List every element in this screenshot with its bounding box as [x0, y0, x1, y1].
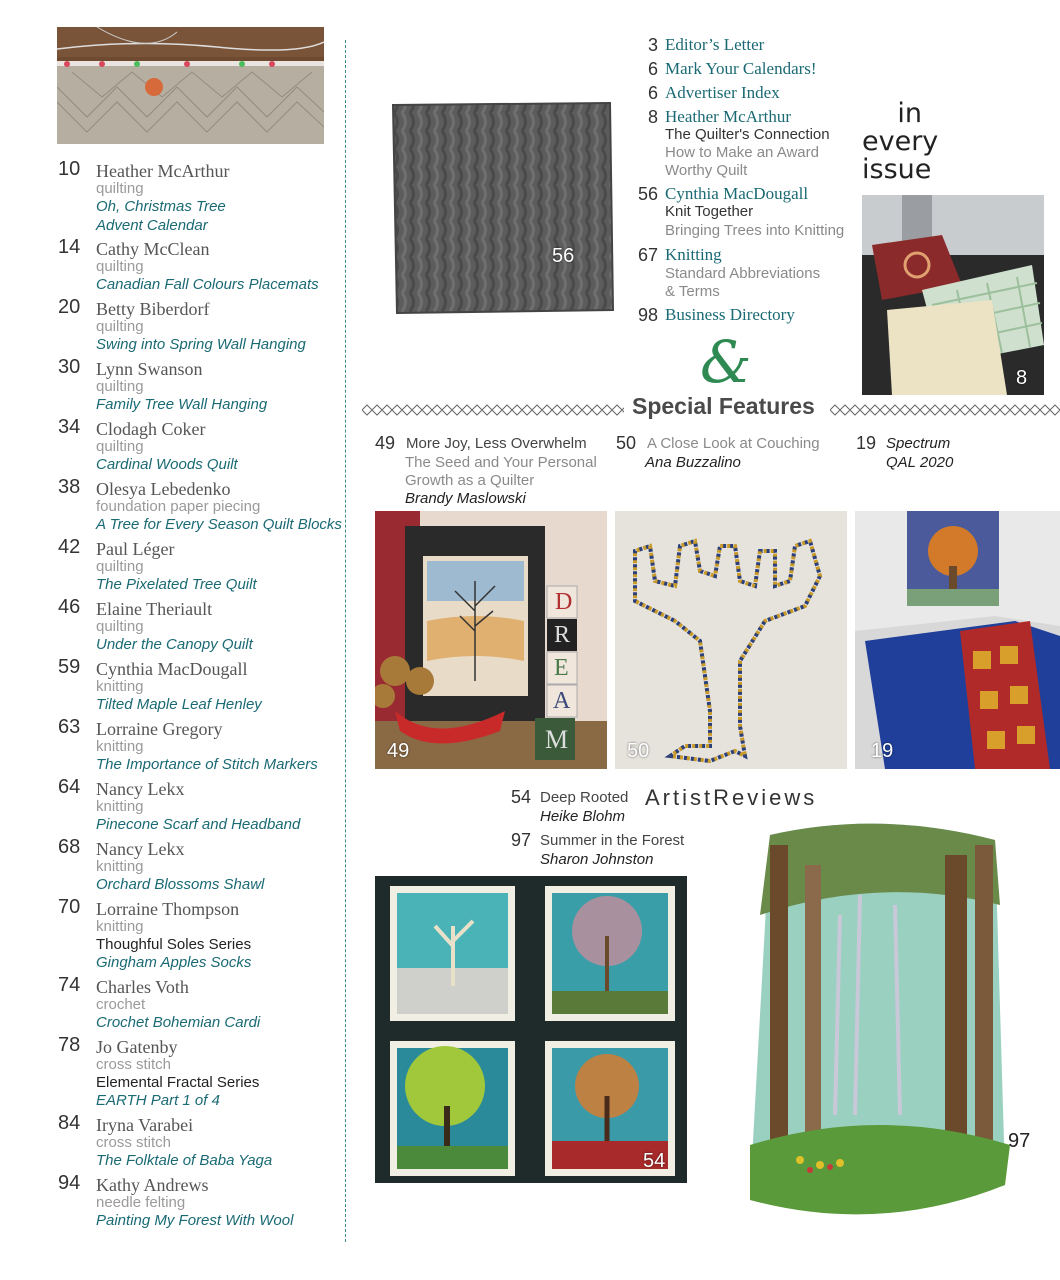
article-title: Pinecone Scarf and Headband: [96, 816, 301, 833]
photo-page-label: 97: [1008, 1130, 1031, 1152]
toc-entry[interactable]: [58, 1034, 348, 1112]
item-title: Knitting: [665, 245, 722, 264]
item-description: How to Make an Award: [665, 144, 819, 161]
in-every-issue-heading: [862, 98, 939, 185]
toc-entry[interactable]: [58, 416, 348, 476]
diamond-border-right: [830, 403, 1060, 417]
toc-entry[interactable]: [58, 974, 348, 1034]
category-label: needle felting: [96, 1194, 186, 1211]
article-title: Cardinal Woods Quilt: [96, 456, 238, 473]
couching-photo[interactable]: [615, 511, 847, 769]
author-name: Kathy Andrews: [96, 1175, 209, 1195]
author-name: Olesya Lebedenko: [96, 479, 231, 499]
toc-entry[interactable]: [58, 596, 348, 656]
heading-word: every: [862, 126, 939, 157]
page-number: 63: [58, 716, 81, 738]
author-name: Heather McArthur: [96, 161, 230, 181]
item-description: Standard Abbreviations: [665, 265, 821, 282]
diamond-border-left: [362, 403, 624, 417]
category-label: quilting: [96, 318, 144, 335]
category-label: knitting: [96, 738, 144, 755]
deep-rooted-photo[interactable]: [375, 876, 687, 1183]
page-number: 10: [58, 158, 81, 180]
feature-author: Ana Buzzalino: [645, 454, 741, 471]
article-title: Under the Canopy Quilt: [96, 636, 253, 653]
item-description-line2: Worthy Quilt: [665, 162, 748, 179]
category-label: quilting: [96, 258, 144, 275]
feature-entry[interactable]: [375, 433, 605, 508]
photo-page-label: 56: [552, 245, 575, 267]
item-title: Editor’s Letter: [665, 35, 765, 54]
page-number: 3: [647, 35, 658, 55]
page-number: 64: [58, 776, 81, 798]
review-author: Sharon Johnston: [540, 851, 654, 868]
sewing-machine-photo[interactable]: [862, 195, 1044, 395]
photo-page-label: 8: [1016, 367, 1028, 389]
author-name: Cathy McClean: [96, 239, 210, 259]
toc-entry[interactable]: [58, 776, 348, 836]
article-title: The Folktale of Baba Yaga: [96, 1152, 273, 1169]
page-number: 78: [58, 1034, 81, 1056]
forest-artwork-photo[interactable]: [730, 815, 1030, 1240]
category-label: knitting: [96, 858, 144, 875]
category-label: quilting: [96, 438, 144, 455]
page-number: 34: [58, 416, 81, 438]
page-number: 59: [58, 656, 81, 678]
author-name: Cynthia MacDougall: [96, 659, 248, 679]
series-label: Thoughful Soles Series: [96, 936, 252, 953]
category-label: cross stitch: [96, 1134, 172, 1151]
page-number: 84: [58, 1112, 81, 1134]
feature-description: The Seed and Your Personal: [405, 454, 597, 471]
page-number: 20: [58, 296, 81, 318]
item-subtitle: The Quilter's Connection: [665, 126, 830, 143]
author-name: Paul Léger: [96, 539, 175, 559]
review-entry[interactable]: [511, 787, 651, 827]
author-name: Nancy Lekx: [96, 839, 185, 859]
article-title: Canadian Fall Colours Placemats: [96, 276, 319, 293]
category-label: quilting: [96, 618, 144, 635]
page-number: 74: [58, 974, 81, 996]
artist-reviews-heading: ArtistReviews: [645, 785, 818, 810]
author-name: Nancy Lekx: [96, 779, 185, 799]
article-title: Gingham Apples Socks: [96, 954, 252, 971]
author-name: Elaine Theriault: [96, 599, 213, 619]
feature-description-line2: Growth as a Quilter: [405, 472, 535, 489]
page-number: 6: [647, 83, 658, 103]
article-title: The Importance of Stitch Markers: [96, 756, 318, 773]
author-name: Betty Biberdorf: [96, 299, 210, 319]
review-entry[interactable]: [511, 830, 711, 870]
heading-word: issue: [862, 154, 932, 185]
page-number: 70: [58, 896, 81, 918]
category-label: foundation paper piecing: [96, 498, 261, 515]
review-title: Summer in the Forest: [540, 832, 685, 849]
knit-swatch-photo[interactable]: [385, 95, 620, 320]
category-label: knitting: [96, 678, 144, 695]
toc-entry[interactable]: [58, 1112, 348, 1172]
category-label: cross stitch: [96, 1056, 172, 1073]
spectrum-quilt-photo[interactable]: [855, 511, 1060, 769]
article-title: A Tree for Every Season Quilt Blocks: [96, 516, 342, 533]
toc-entry[interactable]: [58, 158, 348, 236]
article-title: Family Tree Wall Hanging: [96, 396, 268, 413]
category-label: quilting: [96, 180, 144, 197]
article-title: Oh, Christmas Tree: [96, 198, 226, 215]
heading-word: in: [897, 98, 922, 129]
author-name: Iryna Varabei: [96, 1115, 194, 1135]
lace-knitting-photo: [57, 27, 324, 144]
photo-page-label: 50: [627, 740, 650, 762]
article-title: Crochet Bohemian Cardi: [96, 1014, 261, 1031]
page-number: 14: [58, 236, 81, 258]
article-title: Swing into Spring Wall Hanging: [96, 336, 306, 353]
page-number: 6: [647, 59, 658, 79]
toc-entry[interactable]: [58, 656, 348, 716]
photo-page-label: 49: [387, 740, 410, 762]
page-number: 46: [58, 596, 81, 618]
special-features-heading: Special Features: [632, 393, 815, 419]
author-name: Jo Gatenby: [96, 1037, 178, 1057]
author-name: Lorraine Gregory: [96, 719, 223, 739]
page-number: 38: [58, 476, 81, 498]
category-label: knitting: [96, 918, 144, 935]
article-title: Orchard Blossoms Shawl: [96, 876, 265, 893]
page-number: 98: [638, 305, 659, 325]
photo-page-label: 54: [643, 1150, 666, 1172]
review-author: Heike Blohm: [540, 808, 626, 825]
page-number: 68: [58, 836, 81, 858]
author-name: Clodagh Coker: [96, 419, 206, 439]
toc-entry[interactable]: [58, 836, 348, 896]
page-number: 50: [616, 433, 637, 453]
page-number: 49: [375, 433, 396, 453]
feature-author: Brandy Maslowski: [405, 490, 526, 507]
feature-title: More Joy, Less Overwhelm: [406, 435, 587, 452]
toc-entry[interactable]: [58, 716, 348, 776]
dream-letter: E: [554, 655, 569, 681]
dream-letter: D: [555, 589, 573, 615]
dream-photo[interactable]: [375, 511, 607, 769]
page-number: 19: [856, 433, 877, 453]
author-name: Charles Voth: [96, 977, 189, 997]
toc-entry[interactable]: [58, 236, 348, 296]
item-title: Cynthia MacDougall: [665, 184, 809, 203]
author-name: Lorraine Thompson: [96, 899, 240, 919]
toc-entry[interactable]: [58, 536, 348, 596]
page-number: 8: [647, 107, 658, 127]
category-label: knitting: [96, 798, 144, 815]
toc-entry[interactable]: [58, 356, 348, 416]
dream-letter: M: [545, 725, 569, 754]
page-number: 30: [58, 356, 81, 378]
author-name: Lynn Swanson: [96, 359, 203, 379]
feature-author: QAL 2020: [886, 454, 954, 471]
article-title: Tilted Maple Leaf Henley: [96, 696, 262, 713]
article-title: The Pixelated Tree Quilt: [96, 576, 257, 593]
toc-entry[interactable]: [58, 296, 348, 356]
item-subtitle: Knit Together: [665, 203, 754, 220]
feature-title: Spectrum: [886, 435, 951, 452]
feature-entry[interactable]: [616, 433, 846, 473]
feature-title: A Close Look at Couching: [647, 435, 820, 452]
category-label: crochet: [96, 996, 146, 1013]
page-number: 97: [511, 830, 532, 850]
column-divider: [345, 40, 346, 1242]
category-label: quilting: [96, 558, 144, 575]
item-title: Mark Your Calendars!: [665, 59, 817, 78]
article-title: Painting My Forest With Wool: [96, 1212, 294, 1229]
dream-letter: A: [553, 688, 571, 714]
item-title: Business Directory: [665, 305, 795, 324]
page-number: 94: [58, 1172, 81, 1194]
article-title: EARTH Part 1 of 4: [96, 1092, 220, 1109]
item-title: Heather McArthur: [665, 107, 792, 126]
toc-entry[interactable]: [58, 1172, 348, 1232]
item-description-line2: & Terms: [665, 283, 720, 300]
dream-letter: R: [554, 622, 571, 648]
ampersand-ornament: &: [700, 328, 752, 396]
article-title-line2: Advent Calendar: [96, 217, 208, 234]
photo-page-label: 19: [871, 740, 894, 762]
department-contents-list: [58, 158, 348, 1232]
toc-entry[interactable]: [58, 476, 348, 536]
page-number: 67: [638, 245, 659, 265]
toc-entry[interactable]: [58, 896, 348, 974]
item-title: Advertiser Index: [665, 83, 780, 102]
feature-entry[interactable]: [856, 433, 1006, 473]
review-title: Deep Rooted: [540, 789, 629, 806]
page-number: 56: [638, 184, 659, 204]
page-number: 42: [58, 536, 81, 558]
page-number: 54: [511, 787, 532, 807]
category-label: quilting: [96, 378, 144, 395]
series-label: Elemental Fractal Series: [96, 1074, 260, 1091]
item-description: Bringing Trees into Knitting: [665, 222, 845, 239]
